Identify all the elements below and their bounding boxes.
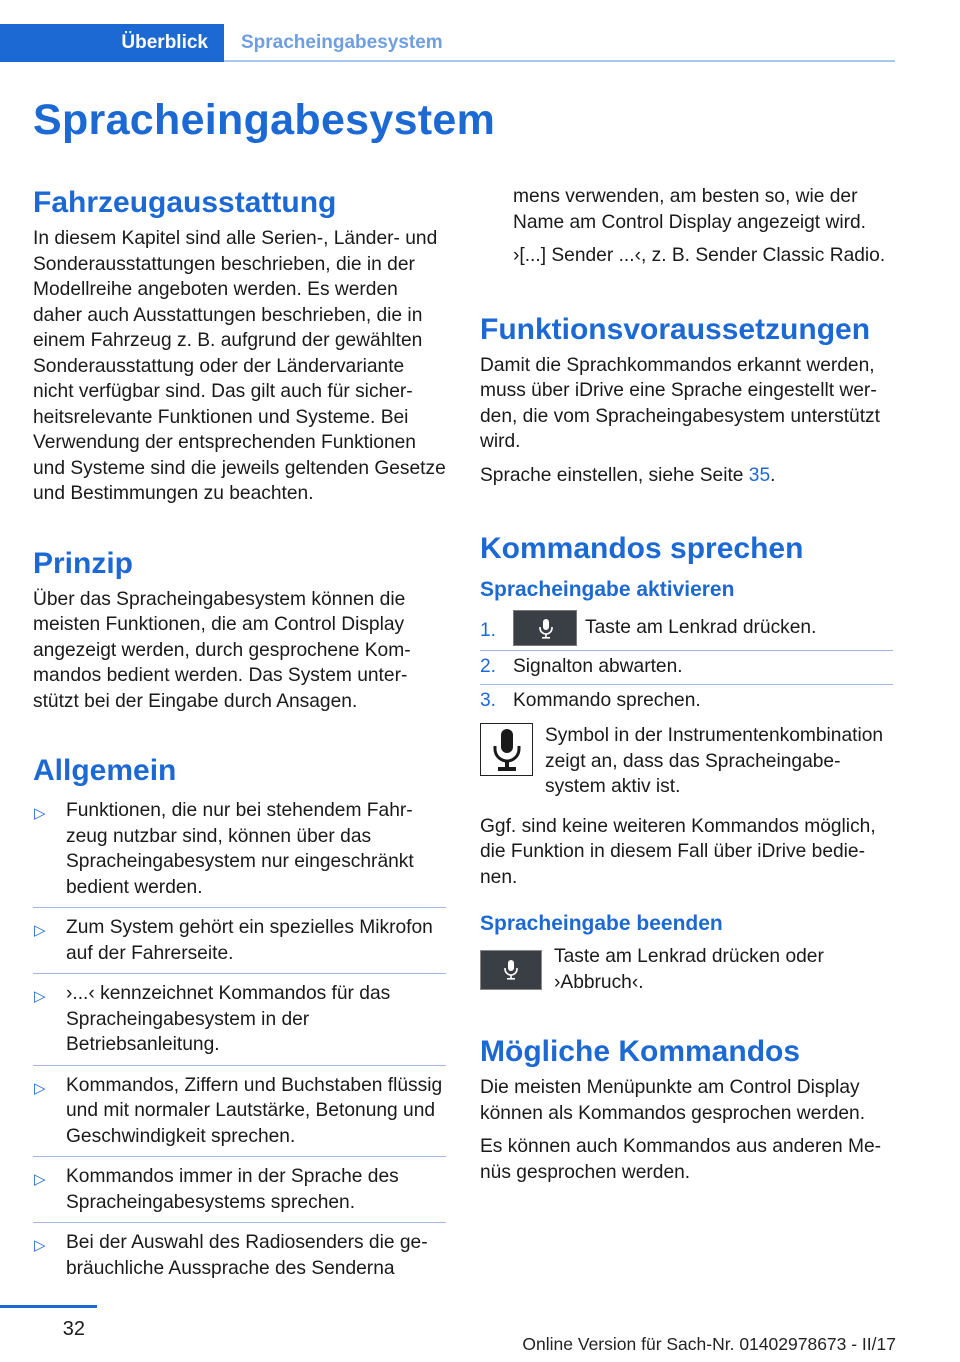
list-item: ▷ Kommandos immer in der Sprache des Spracheingabesystems sprechen. [33,1164,446,1223]
subsection-title-activate: Spracheingabe aktivieren [480,578,735,601]
steering-wheel-mic-button [480,950,542,990]
general-bullet-list [33,798,446,1288]
list-item: ▷ Funktionen, die nur bei stehendem Fahrzeug nutzbar sind, können über das Spracheingabesystem nur eingeschränkt bedient werden. [33,798,446,908]
section-text-principle: Über das Spracheingabesystem können die meisten Funktionen, die am Control Display angezeigt werden, durch gesprochene Kommandos bedient werden. Das System unterstützt bei der Eingabe durch Ansagen. [33,588,411,712]
page-link[interactable]: 35 [748,464,771,486]
bullet-triangle-icon: ▷ [34,1079,46,1097]
symbol-note [480,723,893,800]
end-text: Taste am Lenkrad drücken oder ›Abbruch‹. [554,946,824,993]
bullet-triangle-icon: ▷ [34,988,46,1005]
left-column [33,184,446,1295]
list-item: 1. Taste am Lenkrad drücken. [480,610,893,651]
section-title-speak-commands: Kommandos sprechen [480,532,804,565]
continuation-text: mens verwenden, am besten so, wie der Name am Control Display angezeigt wird. [513,186,866,233]
microphone-icon [502,959,520,981]
section-text-requirements: Damit die Sprachkommandos erkannt werden, muss über iDrive eine Sprache eingestellt werden, die vom Spracheingabesystem unterstützt wird. [480,354,880,452]
bullet-triangle-icon: ▷ [34,1237,46,1254]
microphone-icon [537,619,555,639]
end-instruction [480,944,893,995]
online-version-note: Online Version für Sach-Nr. 01402978673 - II/17 [522,1334,896,1354]
note-text: Ggf. sind keine weiteren Kommandos möglich, die Funktion in diesem Fall über iDrive bedienen. [480,815,876,888]
section-text-possible-commands-2: Es können auch Kommandos aus anderen Menüs gesprochen werden. [480,1136,882,1183]
list-item: ▷ ›...‹ kennzeichnet Kommandos für das Spracheingabesystem in der Betriebsanleitung. [33,981,446,1066]
example-command: ›[...] Sender ...‹, z. B. Sender Classic Radio. [513,245,886,266]
steering-wheel-mic-button [513,610,577,646]
microphone-icon [480,723,533,776]
activation-steps [480,610,893,717]
header-divider [224,60,895,62]
right-column [480,184,893,1193]
page-title: Spracheingabesystem [33,96,496,144]
language-reference: Sprache einstellen, siehe Seite 35. [480,464,776,486]
tab-overview[interactable]: Überblick [0,24,224,62]
footer-divider [0,1305,97,1308]
list-item: 2. Signalton abwarten. [480,654,893,685]
section-text-possible-commands-1: Die meisten Menüpunkte am Control Display können als Kommandos gesprochen werden. [480,1077,866,1124]
list-item: ▷ Kommandos, Ziffern und Buchstaben flüssig und mit normaler Lautstärke, Betonung und Geschwindigkeit sprechen. [33,1073,446,1158]
tab-speech-input[interactable]: Spracheingabesystem [241,32,443,53]
header-tabbar [0,24,895,62]
section-title-equipment: Fahrzeugausstattung [33,186,337,219]
page-number: 32 [62,1318,85,1340]
section-title-possible-commands: Mögliche Kommandos [480,1035,801,1068]
section-title-general: Allgemein [33,754,177,787]
list-item: ▷ Zum System gehört ein spezielles Mikrofon auf der Fahrerseite. [33,915,446,974]
section-text-equipment: In diesem Kapitel sind alle Serien-, Länder- und Sonderausstattungen beschrieben, die in der Modellreihe angeboten werden. Es werden daher auch Ausstattungen beschrieben, die in einem Fahrzeug z. B. aufgrund der gewählten Sonderausstattung oder der Ländervariante nicht verfügbar sind. Das gilt auch für sicherheitsrelevante Funktionen und Systeme. Bei Verwendung der entsprechenden Funktionen und Systeme sind die jeweils geltenden Gesetze und Bestimmungen zu beachten. [33,228,446,504]
bullet-triangle-icon: ▷ [34,805,46,822]
symbol-description: Symbol in der Instrumentenkombination zeigt an, dass das Spracheingabesystem aktiv ist. [545,725,884,797]
bullet-triangle-icon: ▷ [34,922,46,939]
section-title-requirements: Funktionsvoraussetzungen [480,312,871,346]
list-item: 3. Kommando sprechen. [480,689,701,711]
section-title-principle: Prinzip [33,546,134,580]
bullet-triangle-icon: ▷ [34,1171,46,1188]
subsection-title-end: Spracheingabe beenden [480,912,723,935]
list-item: ▷ Bei der Auswahl des Radiosenders die gebräuchliche Aussprache des Senderna [34,1232,428,1279]
